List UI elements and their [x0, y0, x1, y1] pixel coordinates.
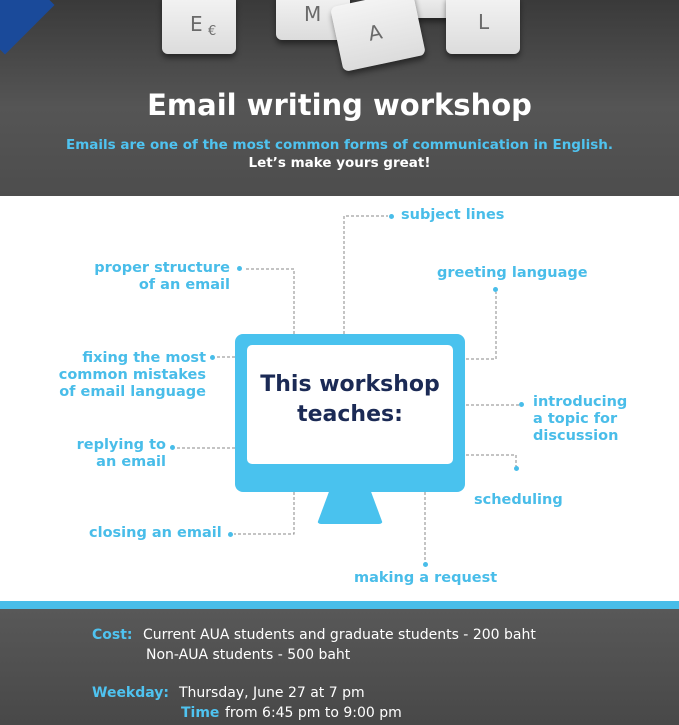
topic-subject-lines: subject lines [401, 207, 505, 223]
topic-introducing-line-1: introducing [533, 394, 628, 410]
connector-proper-structure [244, 269, 294, 334]
tile-e-letter: E [190, 12, 203, 36]
topic-introducing [533, 394, 627, 445]
cost-line-1: Current AUA students and graduate students - 200 baht [143, 627, 536, 643]
topic-fixing-mistakes [40, 350, 206, 401]
tile-m-letter: M [304, 2, 322, 26]
connector-closing [234, 492, 294, 534]
header-banner [0, 0, 679, 196]
tile-l [446, 0, 520, 54]
connector-greeting [466, 292, 496, 359]
topic-replying [60, 437, 166, 471]
monitor-heading-line-1: This workshop [260, 372, 440, 397]
accent-divider [0, 601, 679, 609]
footer-info [0, 609, 679, 725]
bullet-replying [170, 445, 175, 450]
topic-fixing-line-3: of email language [59, 384, 206, 400]
topic-fixing-line-2: common mistakes [58, 367, 206, 383]
bullet-closing [228, 532, 233, 537]
tile-a [330, 0, 426, 72]
bullet-fixing-mistakes [210, 355, 215, 360]
bullet-making-request [423, 562, 428, 567]
subtitle-line-1: Emails are one of the most common forms of communication in English. [65, 137, 613, 153]
topic-proper-structure [70, 260, 230, 294]
topic-introducing-line-3: discussion [533, 428, 619, 444]
corner-accent [0, 0, 54, 54]
topic-closing: closing an email [89, 525, 222, 541]
topic-replying-line-1: replying to [76, 437, 166, 453]
monitor-heading-line-2: teaches: [297, 402, 403, 427]
tile-a-letter: A [365, 19, 385, 46]
weekday-label: Weekday: [92, 685, 170, 701]
bullet-subject-lines [389, 214, 394, 219]
bullet-scheduling [514, 466, 519, 471]
topic-proper-structure-line-1: proper structure [94, 260, 230, 276]
topic-proper-structure-line-2: of an email [138, 277, 230, 293]
topic-greeting-language: greeting language [437, 265, 588, 281]
topic-fixing-line-1: fixing the most [82, 350, 206, 366]
time-label: Time [181, 705, 220, 721]
tile-l-letter: L [478, 10, 490, 34]
bullet-proper-structure [237, 266, 242, 271]
monitor-heading [247, 370, 453, 430]
topic-introducing-line-2: a topic for [533, 411, 618, 427]
bullet-greeting-language [493, 287, 498, 292]
weekday-value: Thursday, June 27 at 7 pm [179, 685, 365, 701]
subtitle-line-2: Let’s make yours great! [248, 155, 431, 171]
tile-euro-sign: € [208, 24, 217, 39]
topic-scheduling: scheduling [474, 492, 563, 508]
cost-line-2: Non-AUA students - 500 baht [146, 647, 351, 663]
tile-e [162, 0, 236, 54]
connector-scheduling [466, 455, 516, 467]
bullet-introducing-topic [519, 402, 524, 407]
time-value: from 6:45 pm to 9:00 pm [225, 705, 402, 721]
connector-subject-lines [344, 216, 388, 334]
topic-replying-line-2: an email [96, 454, 166, 470]
topic-making-request: making a request [354, 570, 498, 586]
cost-label: Cost: [92, 627, 133, 643]
page-title: Email writing workshop [147, 88, 532, 122]
topics-diagram [0, 196, 679, 601]
